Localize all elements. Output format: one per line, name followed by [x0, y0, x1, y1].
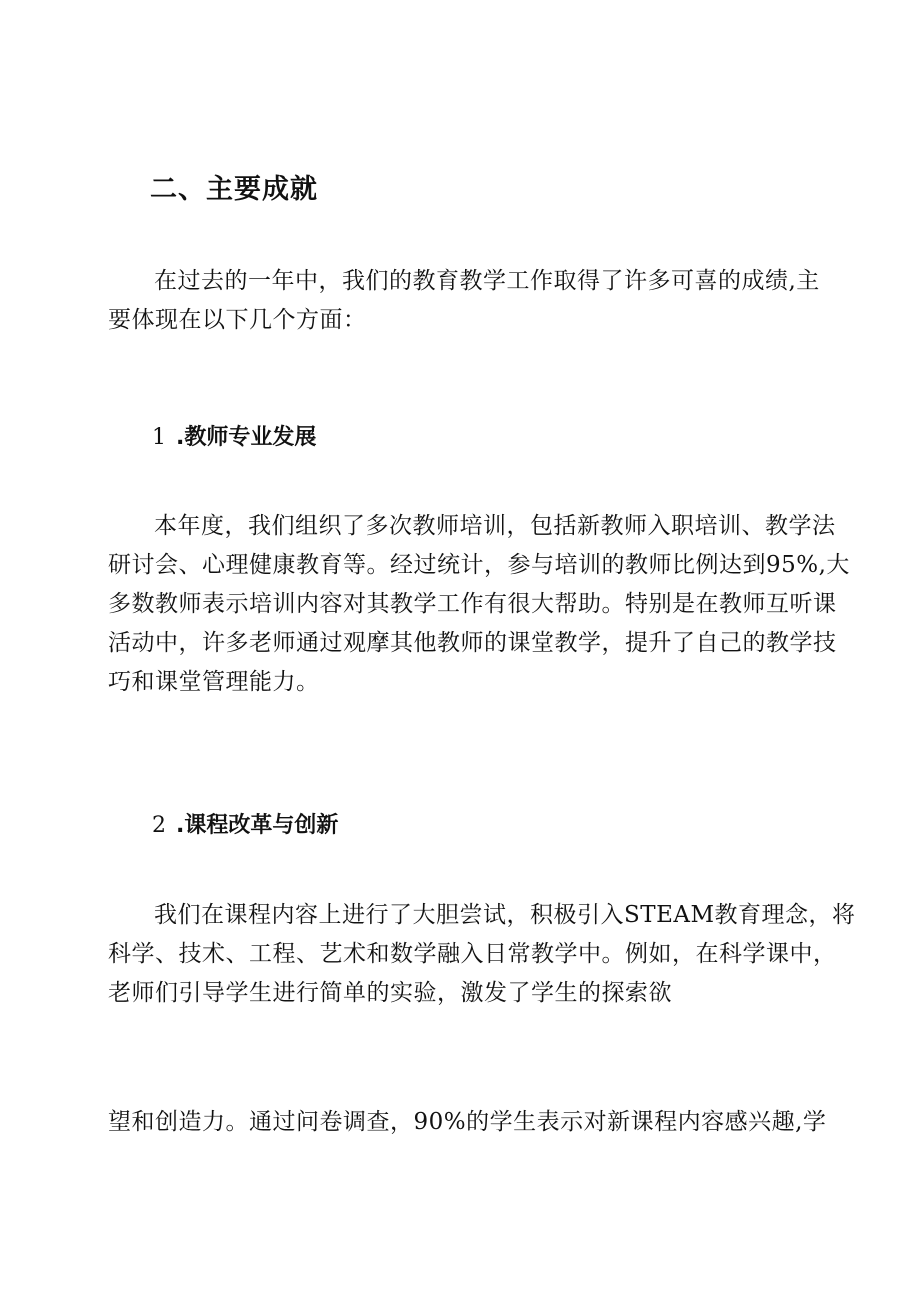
item2-number: 2 — [152, 813, 166, 838]
item1-number: 1 — [152, 425, 166, 450]
paragraph-line: 在过去的一年中，我们的教育教学工作取得了许多可喜的成绩,主 — [154, 268, 820, 294]
intro-paragraph — [108, 262, 828, 340]
item1-paragraph — [108, 507, 850, 702]
item1-title: .教师专业发展 — [176, 425, 317, 450]
item2-title: .课程改革与创新 — [176, 813, 339, 838]
item2-heading — [152, 808, 338, 839]
paragraph-line: 我们在课程内容上进行了大胆尝试，积极引入STEAM教育理念，将 — [154, 902, 856, 928]
paragraph-line: 要体现在以下几个方面： — [108, 307, 367, 333]
paragraph-line: 多数教师表示培训内容对其教学工作有很大帮助。特别是在教师互听课 — [108, 591, 837, 617]
paragraph-line: 研讨会、心理健康教育等。经过统计，参与培训的教师比例达到95%,大 — [108, 552, 850, 578]
item2-continuation — [108, 1103, 828, 1142]
paragraph-line: 巧和课堂管理能力。 — [108, 669, 320, 695]
paragraph-line: 活动中，许多老师通过观摩其他教师的课堂教学，提升了自己的教学技 — [108, 630, 837, 656]
item2-paragraph — [108, 896, 856, 1013]
paragraph-line: 望和创造力。通过问卷调查，90%的学生表示对新课程内容感兴趣,学 — [108, 1109, 827, 1135]
paragraph-line: 老师们引导学生进行简单的实验，激发了学生的探索欲 — [108, 980, 672, 1006]
paragraph-line: 科学、技术、工程、艺术和数学融入日常教学中。例如，在科学课中， — [108, 941, 837, 967]
item1-heading — [152, 420, 316, 451]
section-heading: 二、主要成就 — [150, 174, 318, 205]
paragraph-line: 本年度，我们组织了多次教师培训，包括新教师入职培训、教学法 — [154, 513, 836, 539]
